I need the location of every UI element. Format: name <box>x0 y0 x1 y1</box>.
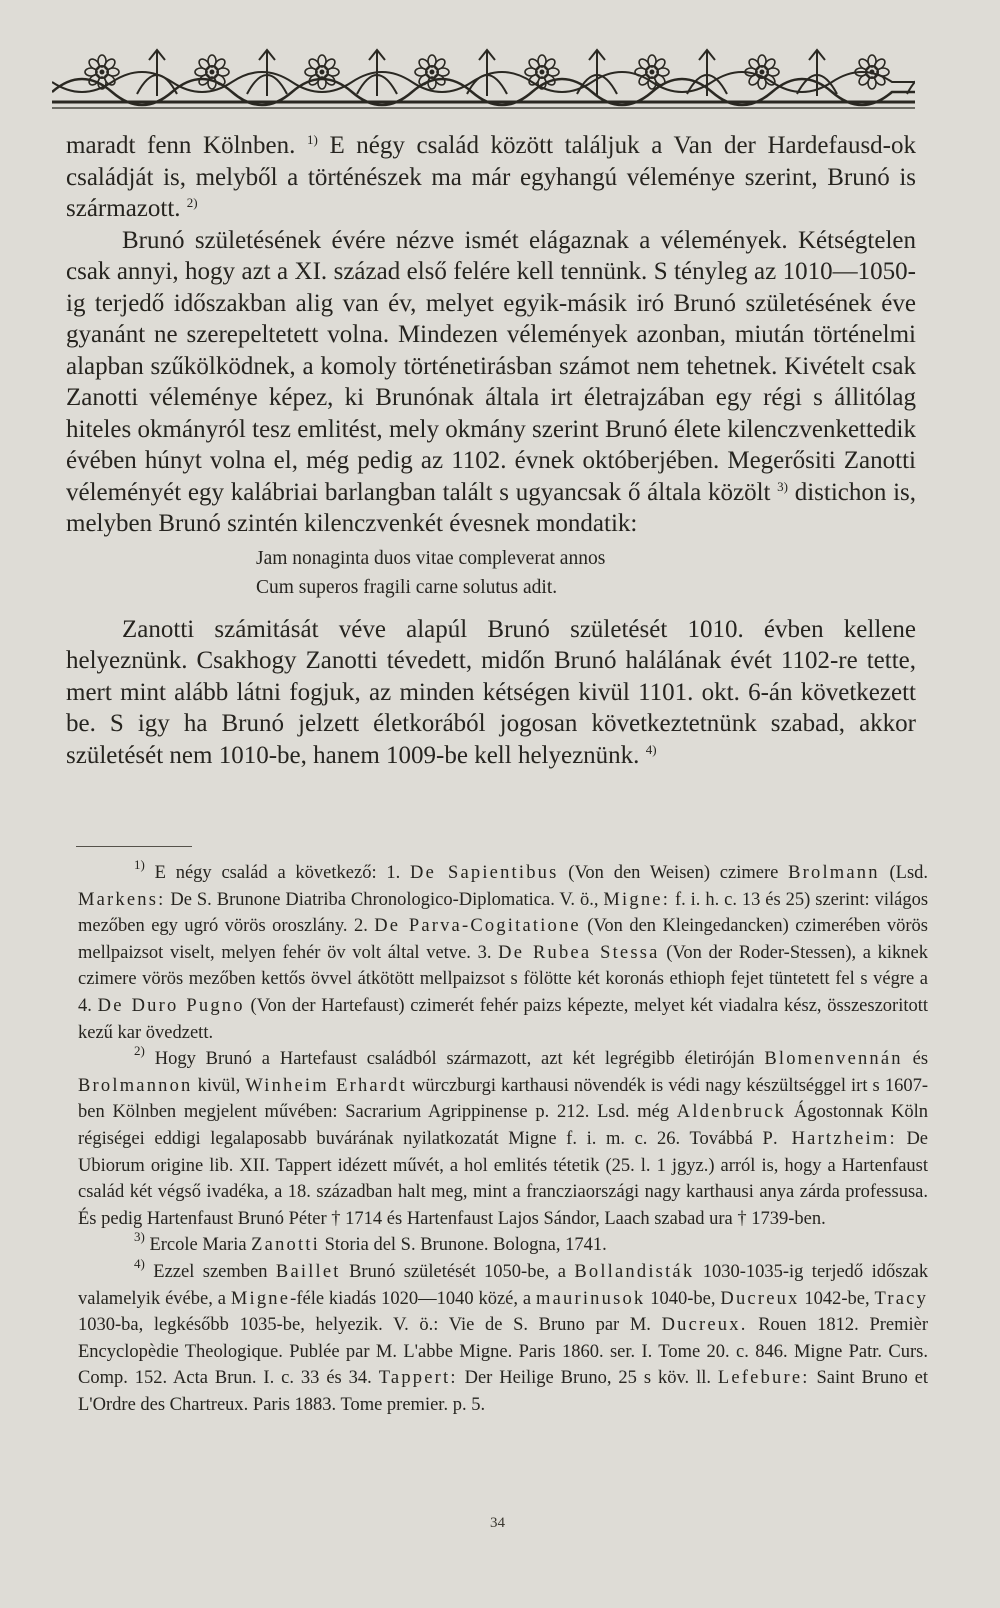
rosette-icon <box>745 50 837 96</box>
latin-distich <box>256 544 916 602</box>
footnote-ref[interactable]: 1) <box>306 132 318 147</box>
paragraph: maradt fenn Kölnben. $^{1)}$ E négy család között találjuk a Van der Hardefausd-ok családját is, melyből a történészek ma már egyhangú véleménye szerint, Brunó is származott. $^{2)}$ <box>66 132 917 222</box>
main-text <box>66 130 916 771</box>
page-number: 34 <box>490 1515 505 1531</box>
footnote-4: $^{4)}$ Ezzel szemben Baillet Brunó születését 1050-be, a Bollandisták 1030-1035-ig terjedő időszak valamelyik évébe, a Migne-féle kiadás 1020—1040 közé, a maurinusok 1040-be, Ducreux 1042-be, Tracy 1030-ba, legkésőbb 1035-be, helyezik. V. ö.: Vie de S. Bruno par M. Ducreux. Rouen 1812. Premièr Encyclopèdie Theologique. Publée par M. L'abbe Migne. Paris 1860. ser. I. Tome 20. c. 846. Migne Patr. Curs. Comp. 152. Acta Brun. I. c. 33 és 34. Tappert: Der Heilige Bruno, 25 s köv. ll. Lefebure: Saint Bruno et L'Ordre des Chartreux. Paris 1883. Tome premier. p. 5. <box>78 1255 929 1415</box>
footnote-ref[interactable]: 3) <box>777 478 789 494</box>
footnote-3: $^{3)}$ Ercole Maria Zanotti Storia del S. Brunone. Bologna, 1741. <box>134 1229 607 1256</box>
rosette-icon <box>635 50 727 96</box>
footnote-ref[interactable]: 4) <box>645 741 657 757</box>
ornamental-header-border <box>52 36 915 116</box>
verse-line: Jam nonaginta duos vitae compleverat annos <box>256 547 606 569</box>
footnote-divider <box>76 846 192 847</box>
floral-ornament-icon <box>52 36 915 116</box>
footnote-1: $^{1)}$ E négy család a következő: 1. De Sapientibus (Von den Weisen) czimere Brolmann (Lsd. Markens: De S. Brunone Diatriba Chronologico-Diplomatica. V. ö., Migne: f. i. h. c. 13 és 25) szerint: világos mezőben egy ugró vörös oroszlány. 2. De Parva-Cogitatione (Von den Kleingedancken) czimerében vörös mellpaizsot viselt, melyen fehér öv volt által vetve. 3. De Rubea Stessa (Von der Roder-Stessen), a kiknek czimere vörös mezőben kettős övvel átkötött mellpaizsot s fölötte két koronás ethioph fejet tüntetett fel s végre a 4. De Duro Pugno (Von der Hartefaust) czimerét fehér paizs képezte, melyet két viadalra kész, összeszoritott kezű kar övedzett. <box>78 857 929 1043</box>
paragraph: Brunó születésének évére nézve ismét elágaznak a vélemények. Kétségtelen csak annyi, hogy azt a XI. század első felére kell tennünk. S tényleg az 1010—1050-ig terjedő időszakban alig van év, melyet egyik-másik iró Brunó születésének éve gyanánt ne szerepeltetett volna. Mindezen vélemények azonban, miután történelmi alapban szűkölködnek, a komoly történetirásban számot nem tehetnek. Kivételt csak Zanotti véleménye képez, ki Brunónak általa irt életrajzában egy régi s állitólag hiteles okmányról tesz emlitést, mely okmány szerint Brunó élete kilenczvenkettedik évében húnyt volna el, még pedig az 1102. évnek októberjében. Megerősiti Zanotti véleményét egy kalábriai barlangban talált s ugyancsak ő általa közölt $^{3)}$ distichon is, melyben Brunó szintén kilenczvenkét évesnek mondatik: <box>66 226 917 537</box>
rosette-icon <box>525 50 617 96</box>
footnote-ref[interactable]: 2) <box>186 195 198 210</box>
footnotes <box>78 857 929 1418</box>
footnote-2: $^{2)}$ Hogy Brunó a Hartefaust családból származott, azt két legrégibb életiróján Blomenvennán és Brolmannon kivül, Winheim Erhardt würczburgi karthausi növendék is védi nagy készültséggel irt s 1607-ben Kölnben megjelent művében: Sacrarium Agrippinense p. 212. Lsd. még Aldenbruck Ágostonnak Köln régiségei eddigi legalaposabb buvárának nyilatkozatát Migne f. i. m. c. 26. Továbbá P. Hartzheim: De Ubiorum origine lib. XII. Tappert idézett művét, a hol emlités tétetik (25. l. 1 jgyz.) arról is, hogy a Hartenfaust család két végső ivadéka, a 18. században halt meg, mint a francziaországi nagy karthausi anya zárda professusa. És pedig Hartenfaust Brunó Péter † 1714 és Hartenfaust Lajos Sándor, Laach szabad ura † 1739-ben. <box>78 1043 929 1229</box>
paragraph: Zanotti számitását véve alapúl Brunó születését 1010. évben kellene helyeznünk. Csakhogy Zanotti tévedett, midőn Brunó halálának évét 1102-re tette, mert mint alább látni fogjuk, az minden kétségen kivül 1101. okt. 6-án következett be. S igy ha Brunó jelzett életkorából jogosan következtetnünk szabad, akkor születését nem 1010-be, hanem 1009-be kell helyeznünk. $^{4)}$ <box>66 615 916 769</box>
verse-line: Cum superos fragili carne solutus adit. <box>256 576 558 598</box>
